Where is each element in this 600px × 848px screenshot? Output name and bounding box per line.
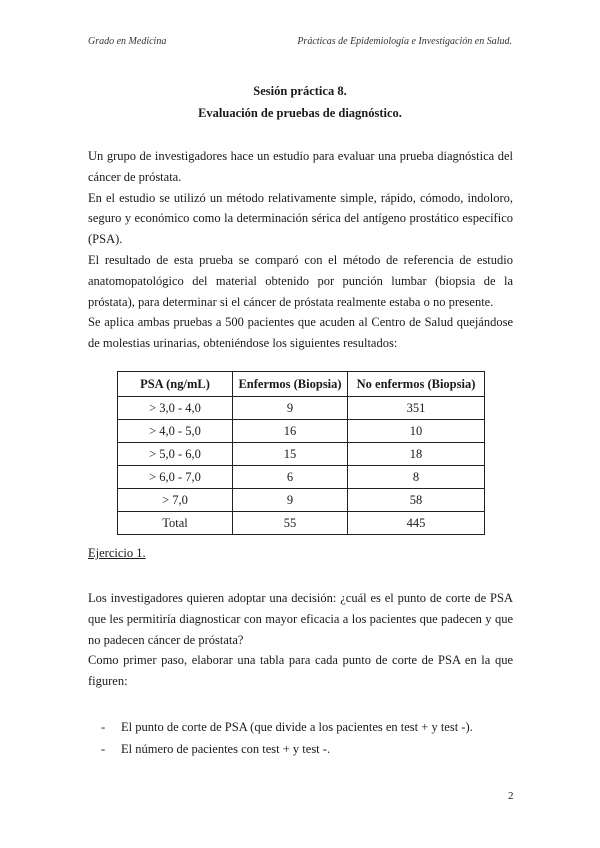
intro-text	[88, 146, 513, 354]
dash-bullet: -	[101, 742, 106, 756]
list-item-text: El número de pacientes con test + y test -.	[121, 742, 331, 756]
list-item-text: El punto de corte de PSA (que divide a los pacientes en test + y test -).	[121, 720, 473, 734]
table-row	[118, 397, 485, 420]
table-cell: 58	[348, 489, 485, 512]
column-header: No enfermos (Biopsia)	[348, 372, 485, 397]
paragraph: En el estudio se utilizó un método relativamente simple, rápido, cómodo, indoloro, seguro y económico como la determinación sérica del antígeno prostático específico (PSA).	[88, 190, 513, 247]
requirements-list	[101, 716, 473, 760]
paragraph: Como primer paso, elaborar una tabla para cada punto de corte de PSA en la que figuren:	[88, 653, 513, 689]
exercise-heading: Ejercicio 1.	[88, 546, 146, 560]
table-cell: 10	[348, 420, 485, 443]
list-item	[101, 716, 473, 738]
session-subtitle: Evaluación de pruebas de diagnóstico.	[198, 106, 402, 120]
table-header-row	[118, 372, 485, 397]
table-cell: > 6,0 - 7,0	[118, 466, 233, 489]
dash-bullet: -	[101, 720, 106, 734]
table-row	[118, 489, 485, 512]
table-cell: > 4,0 - 5,0	[118, 420, 233, 443]
table-total-row	[118, 512, 485, 535]
table-cell: 445	[348, 512, 485, 535]
header-subject: Prácticas de Epidemiología e Investigación en Salud.	[297, 36, 512, 47]
table-cell: 16	[233, 420, 348, 443]
table-cell: 9	[233, 489, 348, 512]
list-item	[101, 738, 473, 760]
table-cell: 15	[233, 443, 348, 466]
table-row	[118, 466, 485, 489]
paragraph: El resultado de esta prueba se comparó con el método de referencia de estudio anatomopatológico del material obtenido por punción lumbar (biopsia de la próstata), para determinar si el cáncer de próstata realmente estaba o no presente.	[88, 252, 513, 309]
table-row	[118, 420, 485, 443]
table-row	[118, 443, 485, 466]
page-header	[88, 36, 512, 52]
table-cell: 6	[233, 466, 348, 489]
table-cell: > 7,0	[118, 489, 233, 512]
header-course: Grado en Medicina	[88, 36, 167, 47]
paragraph: Los investigadores quieren adoptar una decisión: ¿cuál es el punto de corte de PSA que les permitiría diagnosticar con mayor eficacia a los pacientes que padecen y que no padecen cáncer de próstata?	[88, 591, 513, 647]
table-cell: > 3,0 - 4,0	[118, 397, 233, 420]
table-cell: 351	[348, 397, 485, 420]
column-header: Enfermos (Biopsia)	[233, 372, 348, 397]
session-title: Sesión práctica 8.	[253, 84, 347, 98]
table-cell: > 5,0 - 6,0	[118, 443, 233, 466]
results-table	[117, 371, 485, 535]
page-number: 2	[508, 790, 514, 802]
column-header: PSA (ng/mL)	[118, 372, 233, 397]
table-cell: 55	[233, 512, 348, 535]
table-cell: 9	[233, 397, 348, 420]
table-cell: 8	[348, 466, 485, 489]
paragraph: Un grupo de investigadores hace un estudio para evaluar una prueba diagnóstica del cáncer de próstata.	[88, 149, 513, 184]
exercise-text	[88, 588, 513, 692]
paragraph: Se aplica ambas pruebas a 500 pacientes que acuden al Centro de Salud quejándose de molestias urinarias, obteniéndose los siguientes resultados:	[88, 315, 513, 351]
table-cell: 18	[348, 443, 485, 466]
table-cell: Total	[118, 512, 233, 535]
